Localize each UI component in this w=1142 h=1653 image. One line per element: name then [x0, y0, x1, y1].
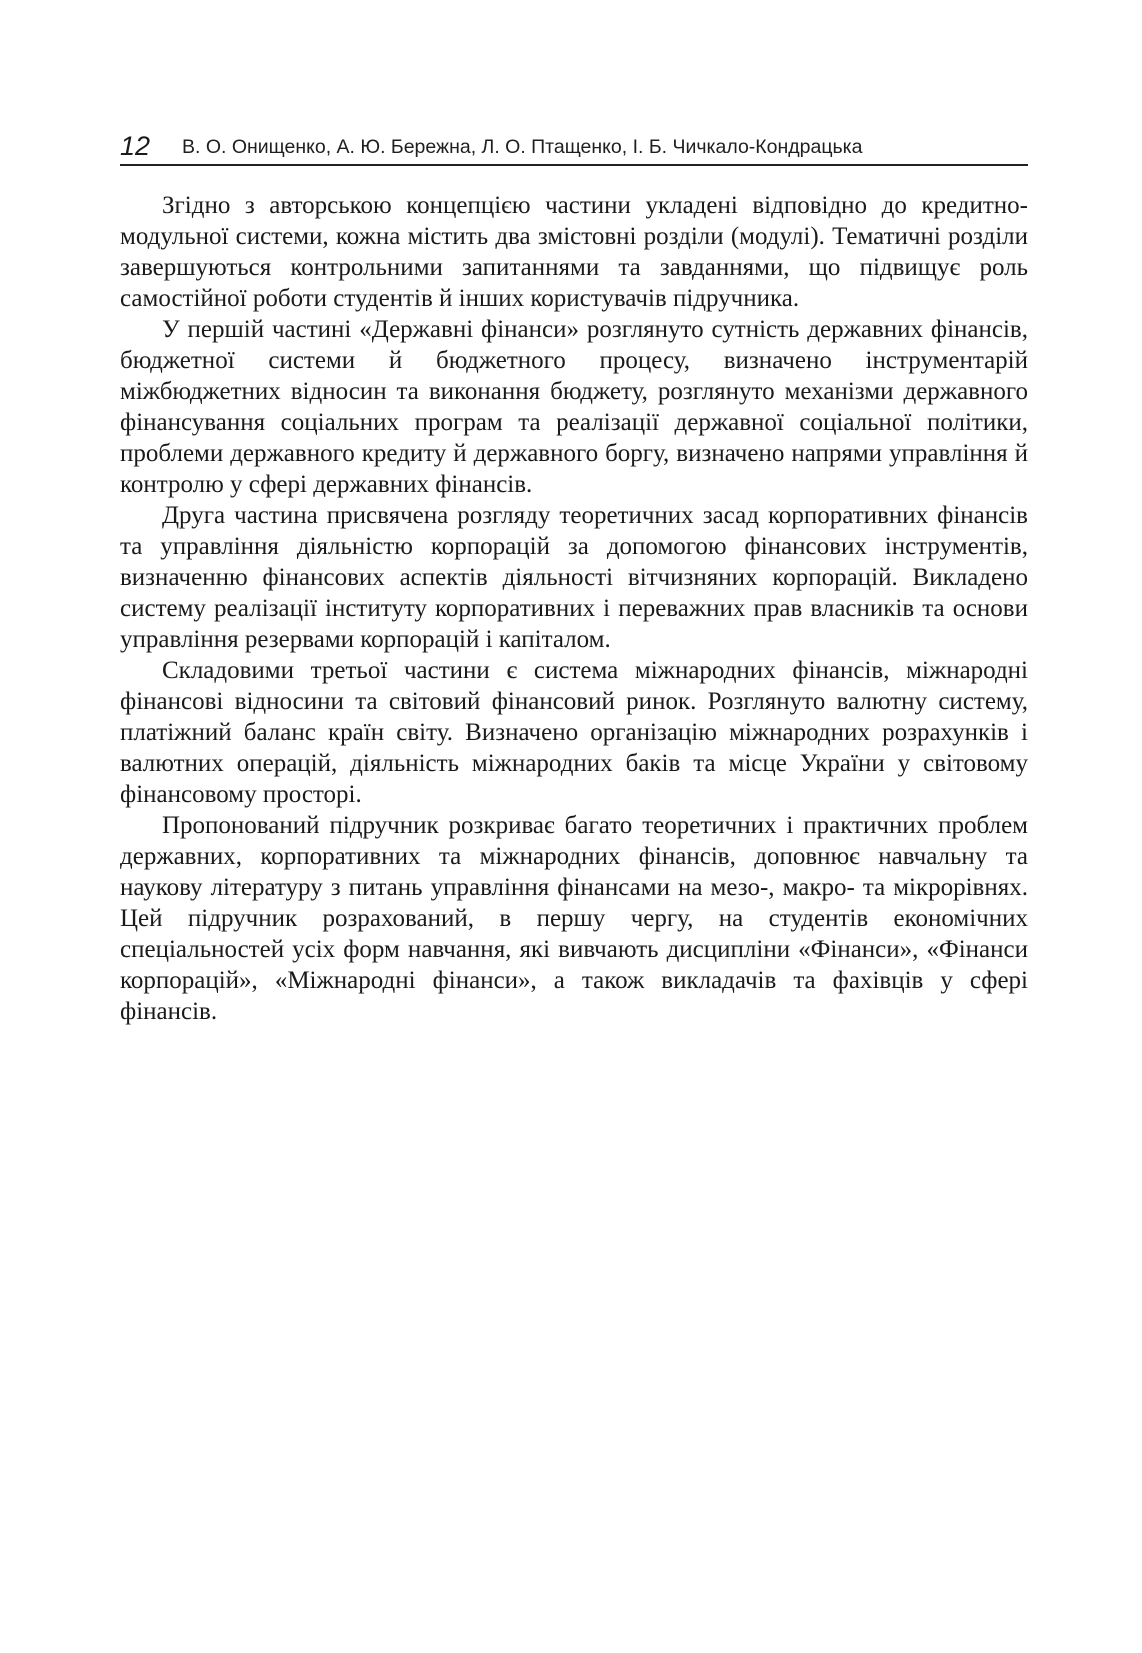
paragraph-2: У першій частині «Державні фінанси» розглянуто сутність державних фінансів, бюджетної системи й бюджетного процесу, визначено інструментарій міжбюджетних відносин та виконання бюджету, розглянуто механізми державного фінансування соціальних програм та реалізації державної соціальної політики, проблеми державного кредиту й державного боргу, визначено напрями управління й контролю у сфері державних фінансів.	[120, 316, 1028, 498]
paragraph-1: Згідно з авторською концепцією частини укладені відповідно до кредитно-модульної системи, кожна містить два змістовні розділи (модулі). Тематичні розділи завершуються контрольними запитаннями та завданнями, що підвищує роль самостійної роботи студентів й інших користувачів підручника.	[120, 192, 1028, 312]
paragraph-5: Пропонований підручник розкриває багато теоретичних і практичних проблем державних, корпоративних та міжнародних фінансів, доповнює навчальну та наукову літературу з питань управління фінансами на мезо-, макро- та мікрорівнях. Цей підручник розрахований, в першу чергу, на студентів економічних спеціальностей усіх форм навчання, які вивчають дисципліни «Фінанси», «Фінанси корпорацій», «Міжнародні фінанси», а також викладачів та фахівців у сфері фінансів.	[120, 812, 1028, 1025]
paragraph-3: Друга частина присвячена розгляду теоретичних засад корпоративних фінансів та управління діяльністю корпорацій за допомогою фінансових інструментів, визначенню фінансових аспектів діяльності вітчизняних корпорацій. Викладено систему реалізації інституту корпоративних і переважних прав власників та основи управління резервами корпорацій і капіталом.	[120, 502, 1028, 653]
page-number: 12	[120, 131, 151, 161]
paragraph-4: Складовими третьої частини є система міжнародних фінансів, міжнародні фінансові відносини та світовий фінансовий ринок. Розглянуто валютну систему, платіжний баланс країн світу. Визначено організацію міжнародних розрахунків і валютних операцій, діяльність міжнародних баків та місце України у світовому фінансовому просторі.	[120, 657, 1028, 808]
body-text	[120, 190, 1028, 1027]
header-authors: В. О. Онищенко, А. Ю. Бережна, Л. О. Птащенко, І. Б. Чичкало-Кондрацька	[182, 136, 863, 158]
running-header	[120, 128, 1028, 166]
